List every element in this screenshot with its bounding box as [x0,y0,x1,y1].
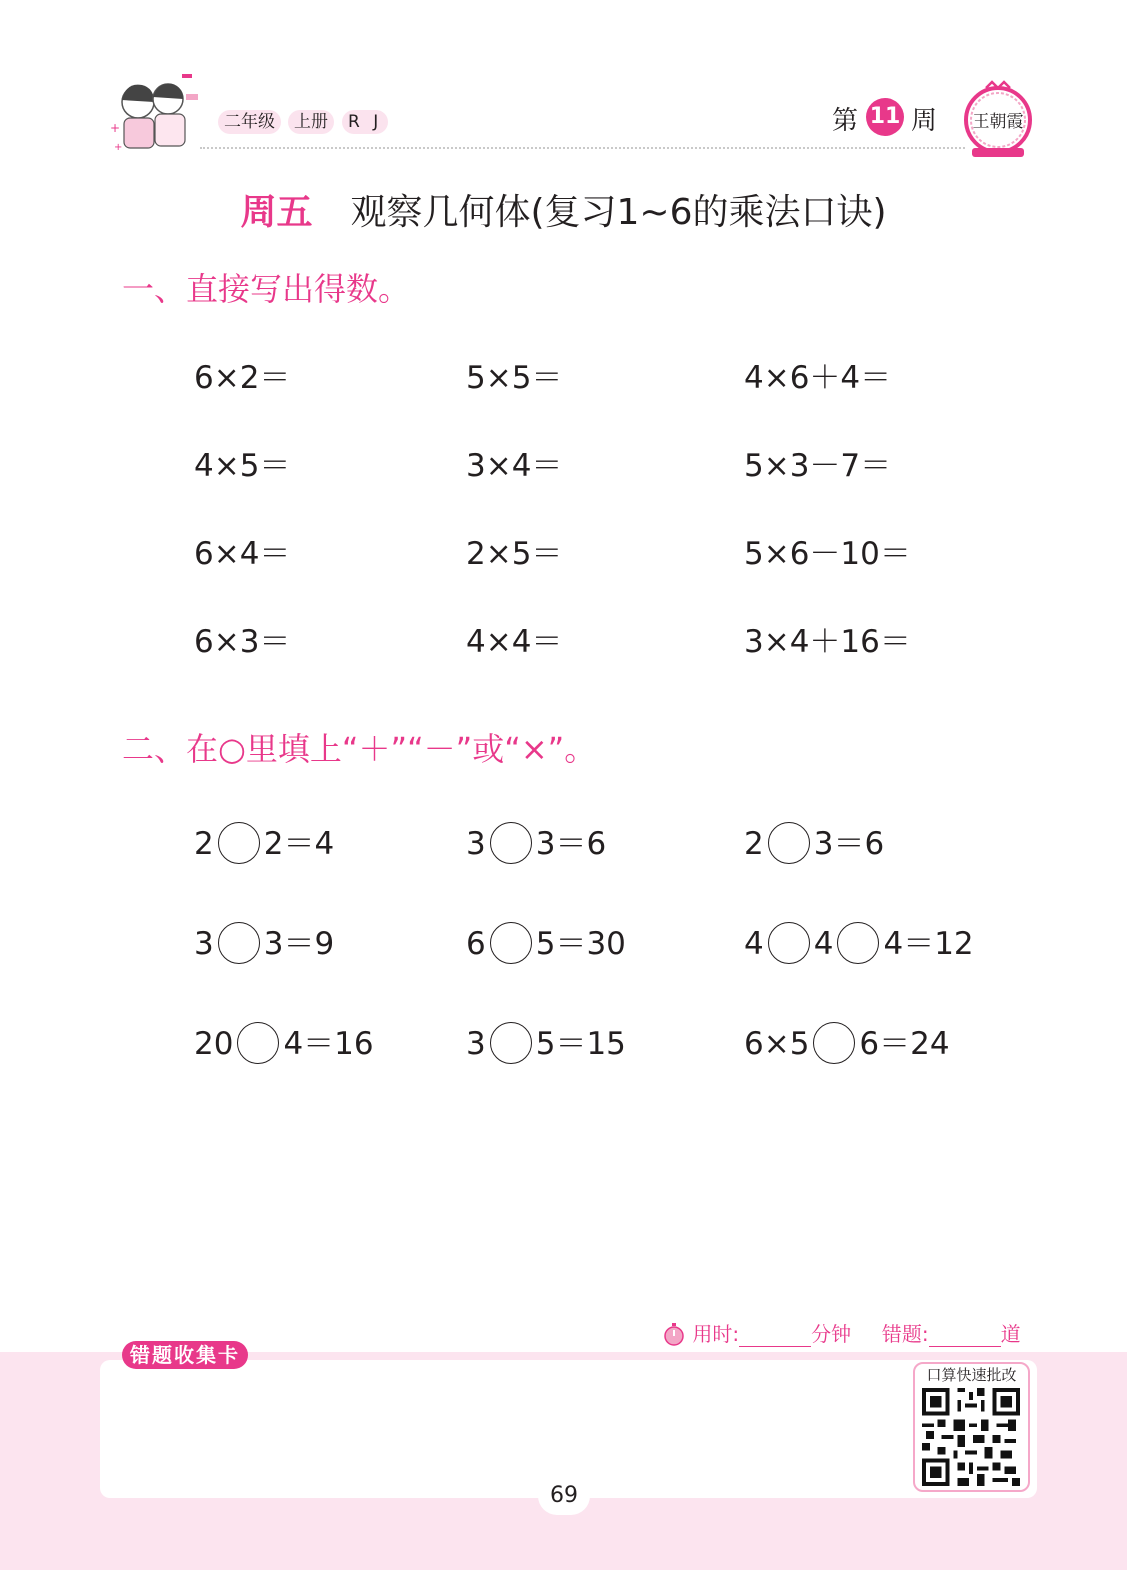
calc-problem: 6×3＝ [194,624,291,660]
operator-problem: 20 4＝16 [194,1018,374,1067]
operator-blank-circle[interactable] [490,1022,532,1064]
errors-label: 错题: [881,1322,929,1346]
volume-badge: 上册 [288,110,334,134]
operator-blank-circle[interactable] [237,1022,279,1064]
calc-problem: 4×6＋4＝ [744,360,892,396]
operator-blank-circle[interactable] [837,922,879,964]
calc-problem: 3×4＋16＝ [744,624,911,660]
edition-badge: R J [342,110,388,134]
errors-unit: 道 [1000,1322,1021,1346]
operator-problem: 3 3＝9 [194,918,334,967]
svg-text:+: + [110,121,121,135]
children-illustration [108,72,200,156]
page-number: 69 [538,1477,590,1515]
operator-blank-circle[interactable] [813,1022,855,1064]
stopwatch-icon [662,1322,686,1346]
minutes-unit: 分钟 [811,1322,852,1346]
calc-problem: 6×2＝ [194,360,291,396]
operator-blank-circle[interactable] [218,922,260,964]
operator-problem: 4 4 4＝12 [744,918,974,967]
week-prefix: 第 [832,106,859,136]
mistake-card-label: 错题收集卡 [122,1341,248,1369]
time-and-errors-row [662,1318,1021,1347]
qr-caption: 口算快速批改 [926,1366,1017,1384]
page-title [0,184,1127,235]
svg-text:王朝霞: 王朝霞 [972,112,1024,132]
operator-blank-circle[interactable] [490,822,532,864]
section2-heading: 二、在○里填上“＋”“－”或“×”。 [122,730,597,768]
calc-problem: 4×5＝ [194,448,291,484]
time-blank[interactable] [739,1324,811,1347]
grade-badge: 二年级 [218,110,281,134]
calc-problem: 5×6－10＝ [744,536,911,572]
calc-problem: 6×4＝ [194,536,291,572]
operator-blank-circle[interactable] [768,822,810,864]
errors-blank[interactable] [929,1324,1001,1347]
title-day: 周五 [240,192,313,233]
section1-heading: 一、直接写出得数。 [122,270,411,308]
calc-problem: 5×5＝ [466,360,563,396]
operator-problem: 6×5 6＝24 [744,1018,950,1067]
calc-problem: 4×4＝ [466,624,563,660]
operator-blank-circle[interactable] [768,922,810,964]
calc-problem: 3×4＝ [466,448,563,484]
time-label: 用时: [692,1322,740,1346]
operator-problem: 3 5＝15 [466,1018,626,1067]
week-number-badge: 11 [866,98,904,136]
title-topic: 观察几何体(复习1~6的乘法口诀) [350,192,887,233]
svg-text:+: + [114,142,123,153]
brand-logo [960,78,1036,160]
operator-problem: 2 2＝4 [194,818,334,867]
operator-blank-circle[interactable] [490,922,532,964]
operator-problem: 2 3＝6 [744,818,884,867]
header-divider [200,147,965,149]
week-suffix: 周 [911,106,938,136]
calc-problem: 5×3－7＝ [744,448,892,484]
operator-blank-circle[interactable] [218,822,260,864]
operator-problem: 3 3＝6 [466,818,606,867]
qr-code-icon[interactable] [922,1388,1020,1486]
operator-problem: 6 5＝30 [466,918,626,967]
calc-problem: 2×5＝ [466,536,563,572]
